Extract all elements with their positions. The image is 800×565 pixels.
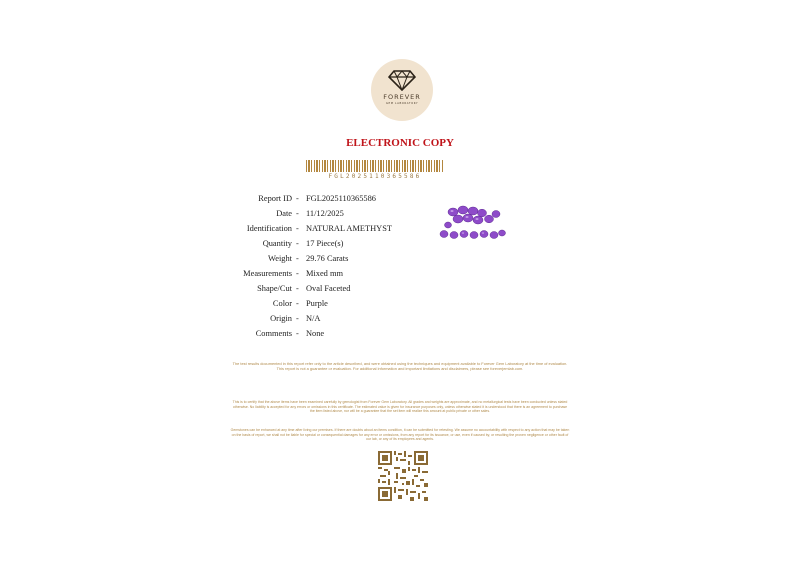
detail-value: FGL2025110365586	[306, 194, 376, 203]
disclaimer-liability: Gemstones can be enhanced at any time after living our premises. If there are doubts about an items condition, it can be submitted for retesting. We assume no accountability with respect to any action that may be taken on the basis of report, we shall not be liable for special or consequential damages for any error or omissions, from any report for its issuance, or use, even if caused by, or resulting the proven negligence or other fault of our lab, or any of its employees and agents.	[230, 428, 570, 442]
diamond-icon	[388, 69, 416, 91]
barcode	[306, 160, 444, 180]
detail-separator: -	[296, 224, 299, 233]
detail-label: Shape/Cut	[257, 284, 292, 293]
detail-row-measurements	[200, 269, 460, 284]
detail-row-shape-cut	[200, 284, 460, 299]
lab-logo	[371, 59, 433, 121]
logo-subtitle: GEM LABORATORY	[385, 102, 419, 105]
qr-code[interactable]	[378, 451, 428, 501]
detail-value: NATURAL AMETHYST	[306, 224, 392, 233]
detail-label: Identification	[246, 224, 292, 233]
detail-separator: -	[296, 209, 299, 218]
detail-row-origin	[200, 314, 460, 329]
logo-brand: FOREVER	[383, 93, 421, 101]
detail-separator: -	[296, 299, 299, 308]
detail-value: 11/12/2025	[306, 209, 344, 218]
barcode-text: FGL2025110365586	[328, 173, 422, 180]
detail-value: Mixed mm	[306, 269, 343, 278]
detail-separator: -	[296, 239, 299, 248]
detail-separator: -	[296, 269, 299, 278]
disclaimer-certification: This is to certify that the above items have been examined carefully by gemologist from Forever Gem Laboratory. All grades and weights are approximate, and no metallurgical tests have been conducted unless stated otherwise. No liability is accepted for any errors or omissions in this certificate. The estimated value is given for insurance purposes only, unless otherwise stated it is understood that there is an agreement to purchase the item listed above, nor will be a guarantee that the set item will realize this amount at public private or other sales.	[232, 400, 568, 414]
detail-value: None	[306, 329, 325, 338]
detail-row-comments	[200, 329, 460, 344]
detail-separator: -	[296, 284, 299, 293]
report-details	[200, 194, 460, 344]
barcode-bars	[306, 160, 444, 172]
detail-label: Quantity	[262, 239, 292, 248]
detail-separator: -	[296, 254, 299, 263]
disclaimer-results: The test results documented in this report refer only to the article described, and were obtained using the techniques and equipment available to Forever Gem Laboratory at the time of evaluation. This report is not a guarantee or evaluation. For additional information and important limitations and disclaimers, please see foreverjemlab.com.	[232, 361, 568, 372]
detail-row-date	[200, 209, 460, 224]
detail-label: Origin	[270, 314, 292, 323]
detail-value: N/A	[306, 314, 321, 323]
detail-value: Purple	[306, 299, 328, 308]
detail-label: Weight	[268, 254, 292, 263]
detail-separator: -	[296, 194, 299, 203]
page-title: ELECTRONIC COPY	[346, 137, 454, 149]
detail-label: Report ID	[258, 194, 292, 203]
detail-separator: -	[296, 329, 299, 338]
detail-value: Oval Faceted	[306, 284, 351, 293]
detail-label: Color	[272, 299, 292, 308]
detail-value: 17 Piece(s)	[306, 239, 344, 248]
detail-value: 29.76 Carats	[306, 254, 349, 263]
detail-label: Measurements	[243, 269, 292, 278]
detail-row-report-id	[200, 194, 460, 209]
detail-label: Comments	[255, 329, 292, 338]
gemstone-photo	[436, 200, 508, 244]
detail-row-identification	[200, 224, 460, 239]
detail-row-quantity	[200, 239, 460, 254]
detail-separator: -	[296, 314, 299, 323]
detail-row-color	[200, 299, 460, 314]
detail-row-weight	[200, 254, 460, 269]
detail-label: Date	[276, 209, 292, 218]
